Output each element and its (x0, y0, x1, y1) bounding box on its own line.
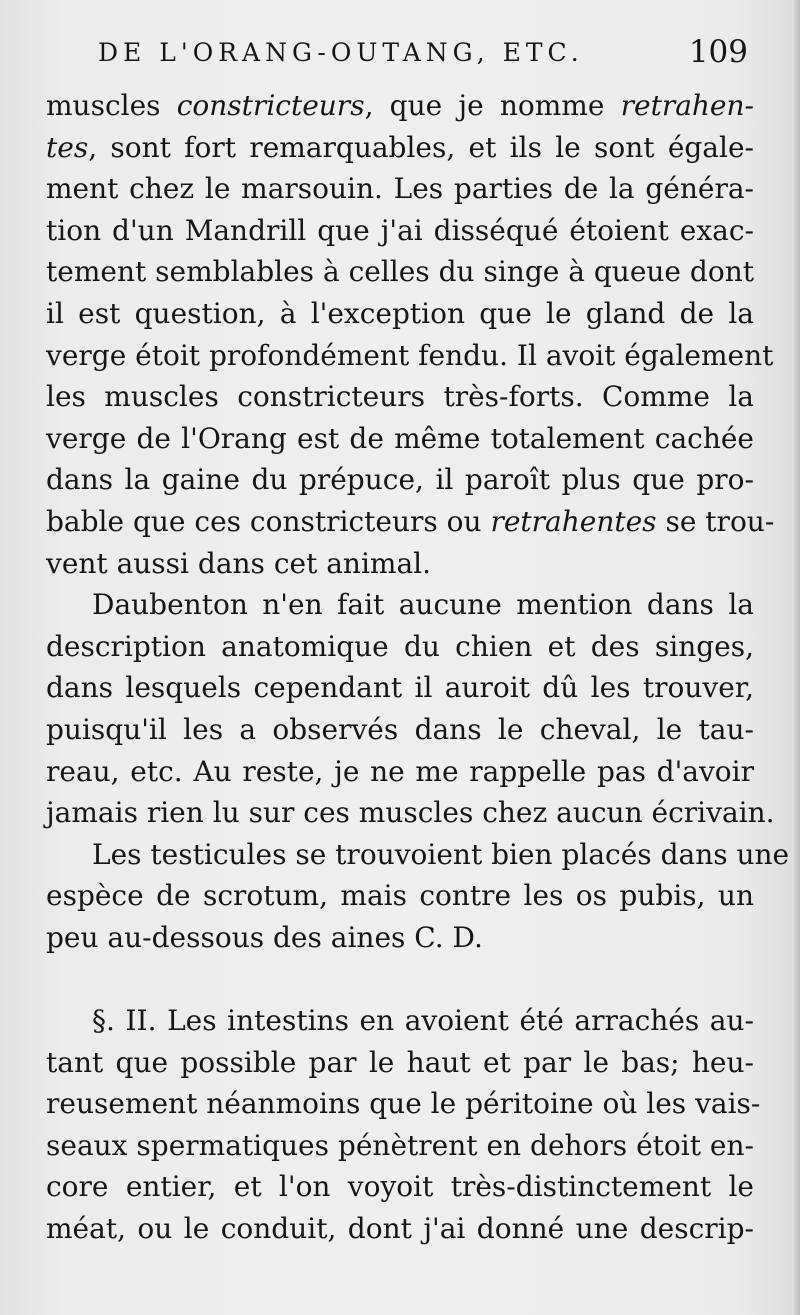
text-line: verge étoit profondément fendu. Il avoit également (46, 338, 774, 372)
text-line: tement semblables à celles du singe à queue dont (46, 255, 754, 289)
text-line: core entier, et l'on voyoit très-distinctement le (46, 1170, 754, 1204)
running-head: DE L'ORANG-OUTANG, ETC. (98, 38, 584, 67)
text-line: §. II. Les intestins en avoient été arrachés au- (92, 1004, 754, 1038)
body-text (46, 85, 790, 1250)
text-line: description anatomique du chien et des singes, (46, 629, 754, 663)
text-line: jamais rien lu sur ces muscles chez aucun écrivain. (46, 796, 775, 830)
text-line: Les testicules se trouvoient bien placés dans une (92, 837, 790, 871)
section-gap (46, 958, 754, 1000)
text-line: les muscles constricteurs très-forts. Comme la (46, 380, 754, 414)
text-line: verge de l'Orang est de même totalement cachée (46, 421, 754, 455)
text-line: muscles constricteurs, que je nomme retrahen- (46, 89, 754, 122)
text-line: reau, etc. Au reste, je ne me rappelle pas d'avoir (46, 754, 754, 788)
text-line: reusement néanmoins que le péritoine où les vais- (46, 1087, 761, 1121)
text-line: espèce de scrotum, mais contre les os pubis, un (46, 879, 754, 913)
page-edge (794, 0, 800, 1315)
page-header (98, 30, 748, 80)
text-line: bable que ces constricteurs ou retrahentes se trou- (46, 504, 775, 538)
text-line: peu au-dessous des aines C. D. (46, 920, 483, 954)
text-line: vent aussi dans cet animal. (46, 546, 431, 580)
text-line: seaux spermatiques pénètrent en dehors étoit en- (46, 1128, 754, 1162)
text-line: dans la gaine du prépuce, il paroît plus que pro- (46, 463, 754, 497)
text-line: il est question, à l'exception que le gland de la (46, 296, 754, 330)
text-line: Daubenton n'en fait aucune mention dans la (92, 588, 754, 622)
text-line: ment chez le marsouin. Les parties de la généra- (46, 172, 754, 206)
page-number: 109 (688, 34, 748, 70)
text-line: tion d'un Mandrill que j'ai disséqué étoient exac- (46, 213, 754, 247)
text-line: tes, sont fort remarquables, et ils le sont égale- (46, 130, 754, 164)
text-line: tant que possible par le haut et par le bas; heu- (46, 1045, 754, 1079)
text-line: méat, ou le conduit, dont j'ai donné une descrip- (46, 1212, 754, 1246)
text-line: dans lesquels cependant il auroit dû les trouver, (46, 671, 754, 705)
text-line: puisqu'il les a observés dans le cheval, le tau- (46, 712, 754, 746)
